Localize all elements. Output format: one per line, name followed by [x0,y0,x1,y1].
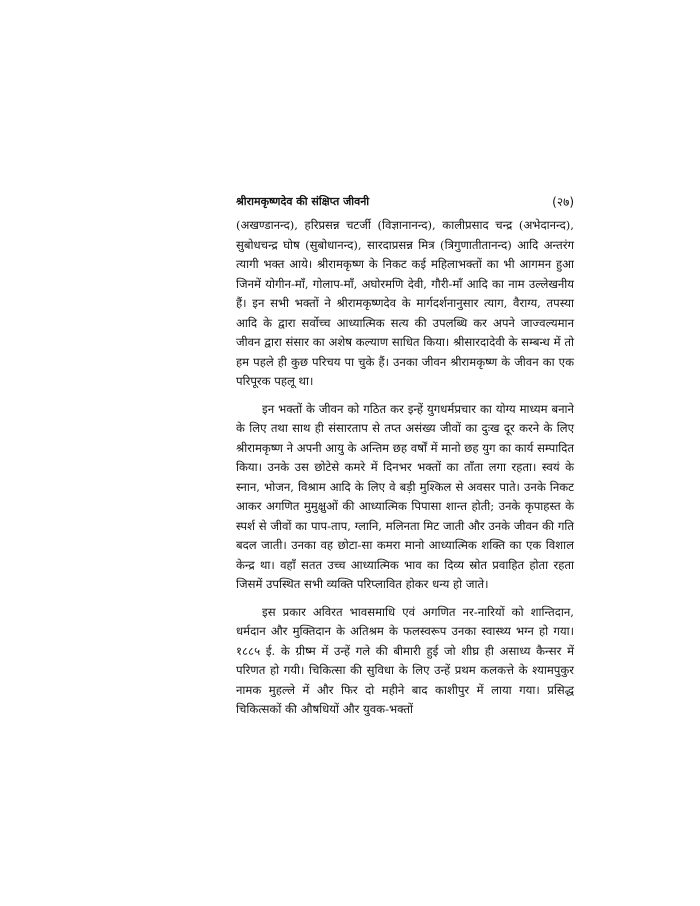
paragraph-continued: (अखण्डानन्द), हरिप्रसन्न चटर्जी (विज्ञानानन्द), कालीप्रसाद चन्द्र (अभेदानन्द), सुबोधचन्द्र घोष (सुबोधानन्द), सारदाप्रसन्न मित्र (त्रिगुणातीतानन्द) आदि अन्तरंग त्यागी भक्त आये। श्रीरामकृष्ण के निकट कई महिलाभक्तों का भी आगमन हुआ जिनमें योगीन-माँ, गोलाप-माँ, अघोरमणि देवी, गौरी-माँ आदि का नाम उल्लेखनीय हैं। इन सभी भक्तों ने श्रीरामकृष्णदेव के मार्गदर्शनानुसार त्याग, वैराग्य, तपस्या आदि के द्वारा सर्वोच्च आध्यात्मिक सत्य की उपलब्धि कर अपने जाज्वल्यमान जीवन द्वारा संसार का अशेष कल्याण साधित किया। श्रीसारदादेवी के सम्बन्ध में तो हम पहले ही कुछ परिचय पा चुके हैं। उनका जीवन श्रीरामकृष्ण के जीवन का एक परिपूरक पहलू था। [236,218,574,388]
body-text [236,216,574,728]
page-number: (२७) [552,195,574,209]
chapter-title: श्रीरामकृष्णदेव की संक्षिप्त जीवनी [236,195,370,208]
paragraph: इन भक्तों के जीवन को गठित कर इन्हें युगधर्मप्रचार का योग्य माध्यम बनाने के लिए तथा साथ ही संसारताप से तप्त असंख्य जीवों का दुःख दूर करने के लिए श्रीरामकृष्ण ने अपनी आयु के अन्तिम छह वर्षों में मानो छह युग का कार्य सम्पादित किया। उनके उस छोटेसे कमरे में दिनभर भक्तों का ताँता लगा रहता। स्वयं के स्नान, भोजन, विश्राम आदि के लिए वे बड़ी मुश्किल से अवसर पाते। उनके निकट आकर अगणित मुमुक्षुओं की आध्यात्मिक पिपासा शान्त होती; उनके कृपाहस्त के स्पर्श से जीवों का पाप-ताप, ग्लानि, मलिनता मिट जाती और उनके जीवन की गति बदल जाती। उनका वह छोटा-सा कमरा मानो आध्यात्मिक शक्ति का एक विशाल केन्द्र था। वहाँ सतत उच्च आध्यात्मिक भाव का दिव्य स्रोत प्रवाहित होता रहता जिसमें उपस्थित सभी व्यक्ति परिप्लावित होकर धन्य हो जाते। [236,401,574,591]
paragraph: इस प्रकार अविरत भावसमाधि एवं अगणित नर-नारियों को शान्तिदान, धर्मदान और मुक्तिदान के अतिश्रम के फलस्वरूप उनका स्वास्थ्य भग्न हो गया। १८८५ ई. के ग्रीष्म में उन्हें गले की बीमारी हुई जो शीघ्र ही असाध्य कैन्सर में परिणत हो गयी। चिकित्सा की सुविधा के लिए उन्हें प्रथम कलकत्ते के श्यामपुकुर नामक मुहल्ले में और फिर दो महीने बाद काशीपुर में लाया गया। प्रसिद्ध चिकित्सकों की औषधियों और युवक-भक्तों [236,604,574,716]
running-header [236,192,574,212]
